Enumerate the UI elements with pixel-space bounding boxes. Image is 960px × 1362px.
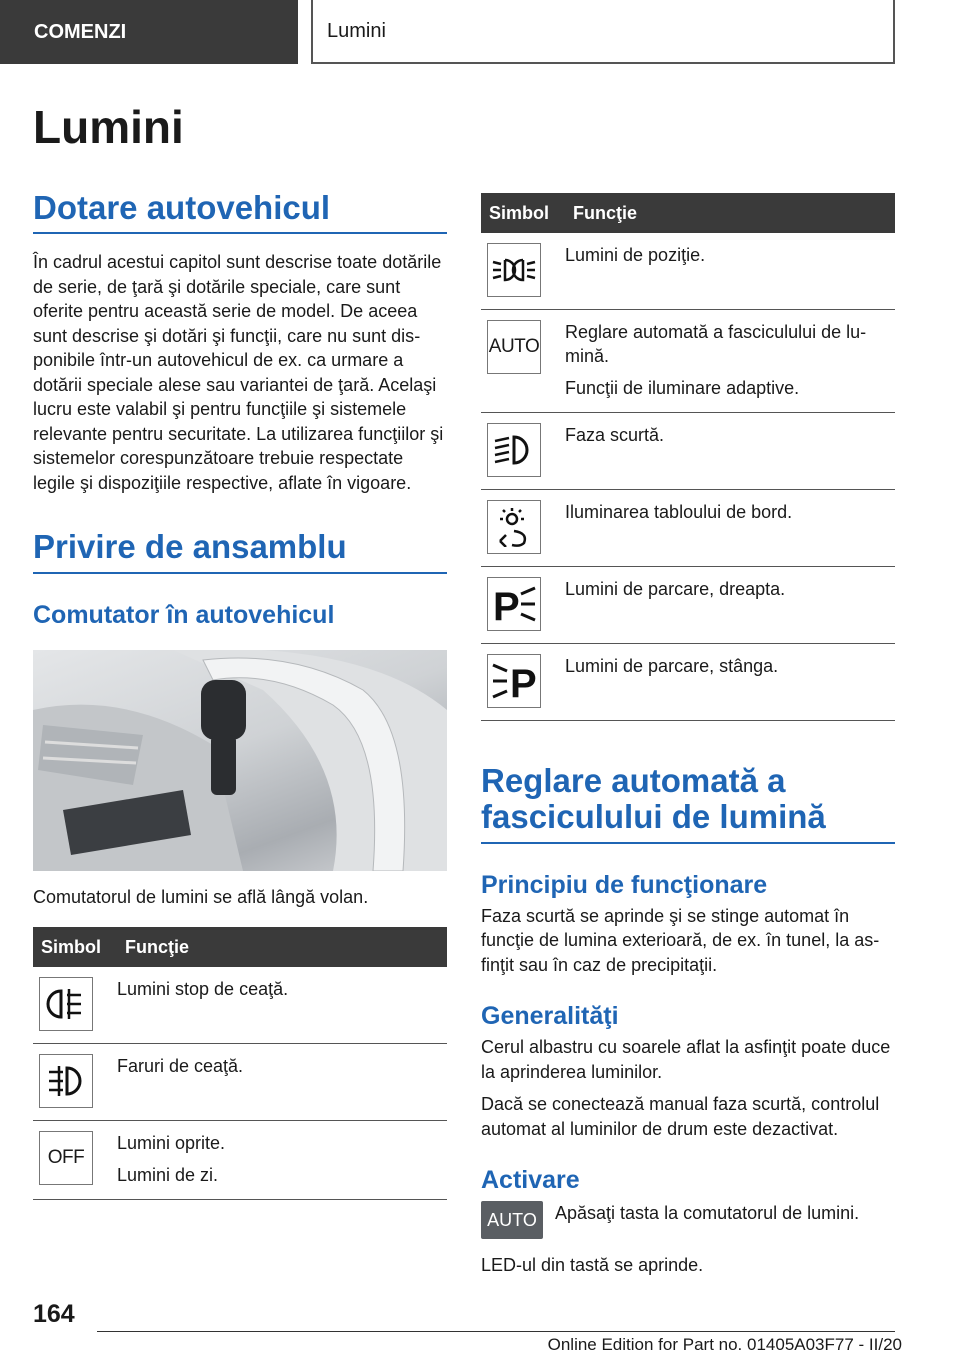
svg-text:P: P [510, 662, 537, 701]
table-row [33, 1121, 447, 1200]
equipment-text: În cadrul acestui capitol sunt descrise toate dotările de serie, de ţară şi dotările speciale, care sunt oferite pentru această serie de model. De aceea sunt descrise şi dotări şi funcţii, care nu sunt disponibile într-un autovehicul de ex. ca urmare a dotării speciale alese sau variantei de ţară. Acelaşi lucru este valabil şi pentru funcţiile şi sistemele relevante pentru securitate. La utilizarea funcţiilor şi sistemelor corespunzătoare trebuie respectate legile şi dispoziţiile respective, aflate în vigoare. [33, 252, 444, 493]
svg-text:P: P [493, 585, 520, 624]
right-column [481, 193, 895, 1278]
table-row [481, 310, 895, 413]
overview-heading: Privire de ansamblu [33, 529, 447, 573]
chapter-header [311, 0, 895, 64]
function-text: Lumini de parcare, dreapta. [565, 579, 786, 599]
off-icon: OFF [39, 1131, 93, 1185]
function-text: Lumini oprite. [117, 1133, 226, 1154]
function-text: Reglare automată a fasciculului de lumină. [565, 322, 867, 366]
activation-result: LED-ul din tastă se aprinde. [481, 1255, 704, 1276]
symbol-table-right [481, 193, 895, 721]
light-switch-photo [33, 650, 447, 871]
chapter-label: Lumini [327, 19, 386, 42]
page-number: 164 [33, 1300, 75, 1328]
page-title: Lumini [33, 101, 184, 153]
table-row [481, 567, 895, 644]
table-row [33, 967, 447, 1044]
rear-fog-light-icon [39, 977, 93, 1031]
function-text: Lumini stop de ceaţă. [117, 979, 289, 1000]
activation-step [481, 1201, 895, 1239]
auto-key-icon: AUTO [481, 1201, 543, 1239]
function-text: Lumini de poziţie. [565, 245, 706, 265]
function-text: Lumini de zi. [117, 1165, 219, 1186]
table-row [481, 413, 895, 490]
switch-heading: Comutator în autovehicul [33, 600, 335, 629]
col-symbol-header: Simbol [33, 927, 117, 967]
col-function-header: Funcţie [117, 927, 447, 967]
function-text: Funcţii de iluminare adaptive. [565, 378, 800, 398]
activation-heading: Activare [481, 1166, 580, 1195]
function-text: Faza scurtă. [565, 425, 665, 445]
function-text: Faruri de ceaţă. [117, 1056, 244, 1077]
position-light-icon [487, 243, 541, 297]
symbol-table-left [33, 927, 447, 1200]
principle-text: Faza scurtă se aprinde şi se stinge automat în funcţie de lumina exterioară, de ex. în tunel, la asfinţit sau în caz de precipitaţii. [481, 905, 880, 975]
parking-light-left-icon [487, 654, 541, 708]
equipment-heading: Dotare autovehicul [33, 190, 447, 234]
low-beam-icon [487, 423, 541, 477]
photo-caption: Comutatorul de lumini se află lângă volan. [33, 886, 369, 907]
activation-text: Apăsaţi tasta la comutatorul de lumini. [555, 1203, 860, 1224]
col-function-header: Funcţie [565, 193, 895, 233]
table-row [481, 644, 895, 721]
col-symbol-header: Simbol [481, 193, 565, 233]
table-row [481, 490, 895, 567]
general-text-2: Dacă se conectează manual faza scurtă, controlul automat al luminilor de drum este dezactivat. [481, 1094, 880, 1139]
dashboard-lighting-icon [487, 500, 541, 554]
dashboard-illustration [33, 650, 447, 871]
section-label: COMENZI [34, 20, 127, 43]
edition-text: Online Edition for Part no. 01405A03F77 - II/20 [547, 1335, 902, 1354]
table-row [481, 233, 895, 310]
auto-beam-heading: Reglare automată a fasciculului de lumină [481, 763, 895, 844]
footer-divider [97, 1331, 895, 1332]
front-fog-light-icon [39, 1054, 93, 1108]
general-text-1: Cerul albastru cu soarele aflat la asfinţit poate duce la aprinderea luminilor. [481, 1037, 891, 1082]
section-tab[interactable] [0, 0, 298, 64]
function-text: Iluminarea tabloului de bord. [565, 502, 793, 522]
general-heading: Generalităţi [481, 1002, 619, 1031]
parking-light-right-icon [487, 577, 541, 631]
principle-heading: Principiu de funcţionare [481, 870, 768, 899]
function-text: Lumini de parcare, stânga. [565, 656, 779, 676]
table-row [33, 1044, 447, 1121]
left-column [33, 190, 447, 1200]
auto-icon: AUTO [487, 320, 541, 374]
